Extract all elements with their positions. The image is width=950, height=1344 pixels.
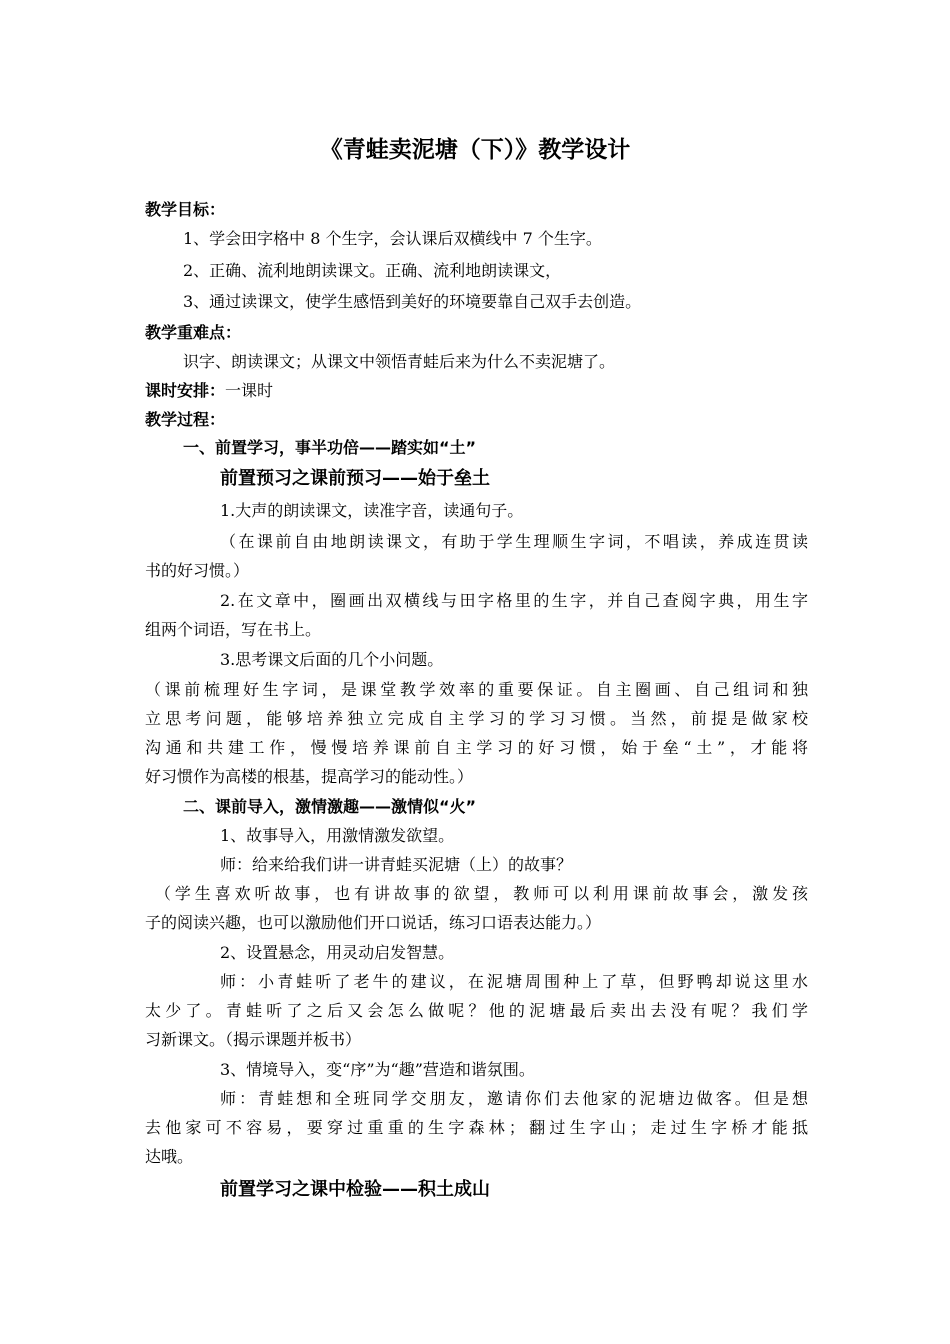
subtitle2: 前置学习之课中检验——积土成山 [220, 1179, 490, 1200]
schedule-value: 一课时 [225, 381, 274, 400]
teacher3-line3: 达哦。 [145, 1147, 194, 1166]
step2-line1: 2.在文章中，圈画出双横线与田字格里的生字，并自己查阅字典，用生字 [220, 591, 808, 610]
process-heading: 教学过程： [145, 410, 226, 429]
objectives-heading: 教学目标： [145, 200, 226, 219]
document-title: 《青蛙卖泥塘（下）》教学设计 [319, 137, 631, 163]
teacher3-line1: 师：青蛙想和全班同学交朋友，邀请你们去他家的泥塘边做客。但是想 [220, 1089, 808, 1108]
teacher3-line2: 去他家可不容易，要穿过重重的生字森林；翻过生字山；走过生字桥才能抵 [145, 1118, 808, 1137]
section2-item2: 2、设置悬念，用灵动启发智慧。 [220, 943, 455, 962]
schedule-label: 课时安排： [145, 381, 226, 400]
note3-line1: （学生喜欢听故事，也有讲故事的欲望，教师可以利用课前故事会，激发孩 [155, 884, 808, 903]
step2-line2: 组两个词语，写在书上。 [145, 620, 322, 639]
section2-teacher1: 师：给来给我们讲一讲青蛙买泥塘（上）的故事？ [220, 855, 573, 874]
note2-line2: 立思考问题，能够培养独立完成自主学习的学习习惯。当然，前提是做家校 [145, 709, 808, 728]
note1-line1: （在课前自由地朗读课文，有助于学生理顺生字词，不唱读，养成连贯读 [220, 532, 808, 551]
note2-line4: 好习惯作为高楼的根基，提高学习的能动性。） [145, 767, 474, 786]
section2-item3: 3、情境导入，变“序”为“趣”营造和谐氛围。 [220, 1060, 535, 1079]
note1-line2: 书的好习惯。） [145, 561, 250, 580]
note2-line3: 沟通和共建工作，慢慢培养课前自主学习的好习惯，始于垒“土”，才能将 [145, 738, 808, 757]
objective-item-2: 2、正确、流利地朗读课文。正确、流利地朗读课文， [183, 261, 562, 280]
key-points-text: 识字、朗读课文；从课文中领悟青蛙后来为什么不卖泥塘了。 [183, 352, 616, 371]
schedule-line [145, 381, 808, 401]
note2-line1: （课前梳理好生字词，是课堂教学效率的重要保证。自主圈画、自己组词和独 [145, 680, 808, 699]
teacher2-line1: 师：小青蛙听了老牛的建议，在泥塘周围种上了草，但野鸭却说这里水 [220, 972, 808, 991]
note3-line2: 子的阅读兴趣，也可以激励他们开口说话，练习口语表达能力。） [145, 913, 602, 932]
key-points-heading: 教学重难点： [145, 323, 242, 342]
teacher2-line2: 太少了。青蛙听了之后又会怎么做呢？他的泥塘最后卖出去没有呢？我们学 [145, 1001, 808, 1020]
section2-title: 二、课前导入，激情激趣——激情似“火” [183, 797, 477, 816]
section1-title: 一、前置学习，事半功倍——踏实如“土” [183, 438, 477, 457]
section1-step1: 1.大声的朗读课文，读准字音，读通句子。 [220, 501, 524, 520]
section1-step3: 3.思考课文后面的几个小问题。 [220, 650, 444, 669]
objective-item-3: 3、通过读课文，使学生感悟到美好的环境要靠自己双手去创造。 [183, 292, 642, 311]
section2-item1: 1、故事导入，用激情激发欲望。 [220, 826, 455, 845]
section1-subtitle: 前置预习之课前预习——始于垒土 [220, 468, 490, 489]
teacher2-line3: 习新课文。（揭示课题并板书） [145, 1030, 362, 1049]
objective-item-1: 1、学会田字格中 8 个生字，会认课后双横线中 7 个生字。 [183, 229, 602, 248]
